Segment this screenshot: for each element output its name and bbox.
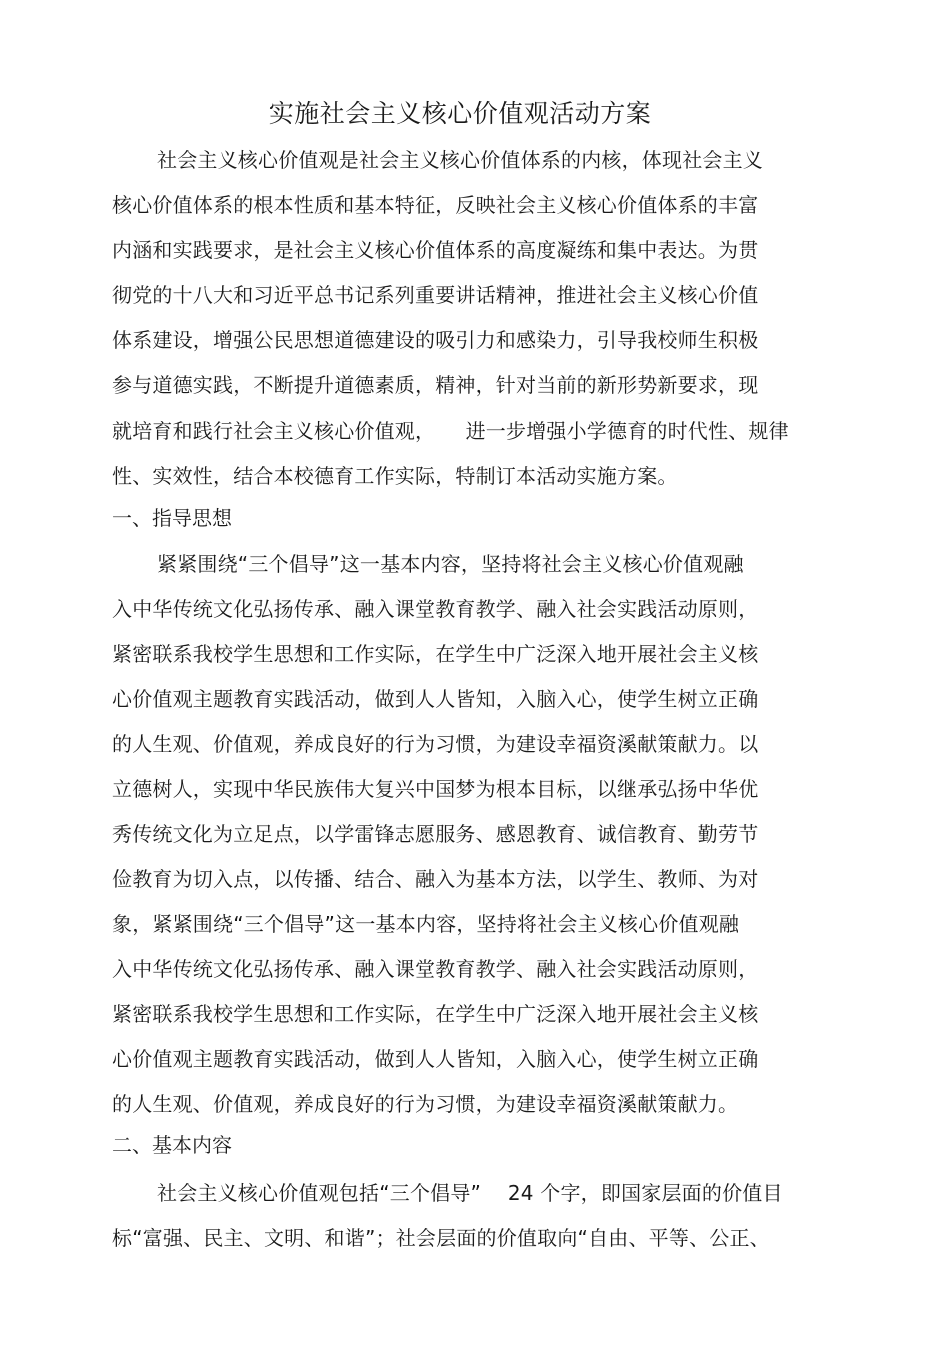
section1-line: 入中华传统文化弘扬传承、融入课堂教育教学、融入社会实践活动原则， bbox=[112, 597, 759, 621]
section1-line: 俭教育为切入点，以传播、结合、融入为基本方法，以学生、教师、为对 bbox=[112, 867, 759, 891]
intro-line: 彻党的十八大和习近平总书记系列重要讲话精神，推进社会主义核心价值 bbox=[112, 283, 759, 307]
section1-line: 心价值观主题教育实践活动，做到人人皆知，入脑入心，使学生树立正确 bbox=[112, 687, 759, 711]
section1-line: 的人生观、价值观，养成良好的行为习惯，为建设幸福资溪献策献力。以 bbox=[112, 732, 759, 756]
section2-line: 标“富强、民主、文明、和谐”；社会层面的价值取向“自由、平等、公正、 bbox=[112, 1226, 770, 1250]
section1-line: 入中华传统文化弘扬传承、融入课堂教育教学、融入社会实践活动原则， bbox=[112, 957, 759, 981]
section-heading-guiding-thought: 一、指导思想 bbox=[112, 506, 232, 530]
intro-line: 内涵和实践要求，是社会主义核心价值体系的高度凝练和集中表达。为贯 bbox=[112, 238, 759, 262]
section1-line: 心价值观主题教育实践活动，做到人人皆知，入脑入心，使学生树立正确 bbox=[112, 1047, 759, 1071]
section1-line: 立德树人，实现中华民族伟大复兴中国梦为根本目标，以继承弘扬中华优 bbox=[112, 777, 759, 801]
document-title: 实施社会主义核心价值观活动方案 bbox=[268, 99, 652, 128]
section1-line: 紧紧围绕“三个倡导”这一基本内容，坚持将社会主义核心价值观融 bbox=[157, 552, 744, 576]
intro-line: 就培育和践行社会主义核心价值观， 进一步增强小学德育的时代性、规律 bbox=[112, 419, 789, 443]
section2-line: 社会主义核心价值观包括“三个倡导” 24 个字，即国家层面的价值目 bbox=[157, 1181, 783, 1205]
section1-line: 紧密联系我校学生思想和工作实际，在学生中广泛深入地开展社会主义核 bbox=[112, 1002, 759, 1026]
intro-line: 性、实效性，结合本校德育工作实际，特制订本活动实施方案。 bbox=[112, 464, 678, 488]
section1-line: 象，紧紧围绕“三个倡导”这一基本内容，坚持将社会主义核心价值观融 bbox=[112, 912, 740, 936]
section-heading-basic-content: 二、基本内容 bbox=[112, 1133, 232, 1157]
intro-line: 核心价值体系的根本性质和基本特征，反映社会主义核心价值体系的丰富 bbox=[112, 193, 759, 217]
intro-line: 参与道德实践，不断提升道德素质，精神，针对当前的新形势新要求，现 bbox=[112, 373, 759, 397]
intro-line: 社会主义核心价值观是社会主义核心价值体系的内核，体现社会主义 bbox=[157, 148, 763, 172]
intro-line: 体系建设，增强公民思想道德建设的吸引力和感染力，引导我校师生积极 bbox=[112, 328, 759, 352]
section1-line: 紧密联系我校学生思想和工作实际，在学生中广泛深入地开展社会主义核 bbox=[112, 642, 759, 666]
section1-line: 的人生观、价值观，养成良好的行为习惯，为建设幸福资溪献策献力。 bbox=[112, 1092, 739, 1116]
section1-line: 秀传统文化为立足点，以学雷锋志愿服务、感恩教育、诚信教育、勤劳节 bbox=[112, 822, 759, 846]
